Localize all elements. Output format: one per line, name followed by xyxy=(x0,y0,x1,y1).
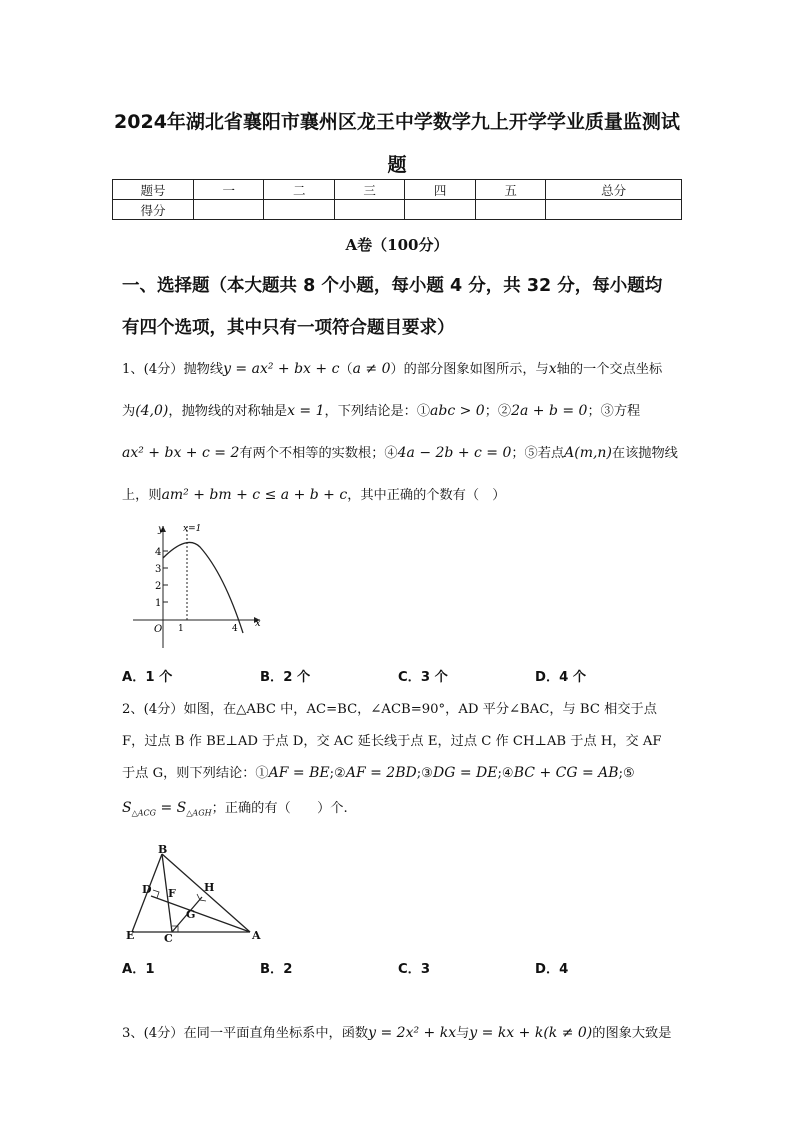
q1-math: a ≠ 0 xyxy=(352,361,391,377)
x-tick-label: 1 xyxy=(178,624,184,634)
y-tick-label: 4 xyxy=(155,547,162,558)
q2-subscript: △ACG xyxy=(131,808,157,818)
q1-math: x = 1 xyxy=(287,403,325,419)
q1-line3 xyxy=(122,442,678,461)
point-label-h: H xyxy=(204,881,215,894)
q2-math: BC + CG = AB xyxy=(513,765,619,781)
part-a-heading: A卷（100分） xyxy=(345,236,449,254)
q2-line1: 2、(4分）如图，在△ABC 中，AC=BC，∠ACB=90°，AD 平分∠BAC，与 BC 相交于点 xyxy=(122,702,657,717)
score-header-cell: 二 xyxy=(264,180,334,200)
point-label-g: G xyxy=(186,908,196,921)
q1-text: 为 xyxy=(122,404,136,419)
q1-text: 有两个不相等的实数根；④ xyxy=(239,446,398,461)
segment-ad xyxy=(151,896,250,932)
q1-text: ，其中正确的个数有（ ） xyxy=(347,488,506,503)
score-cell[interactable] xyxy=(475,200,545,220)
q2-math: AF = BE xyxy=(268,765,330,781)
q1-line2 xyxy=(122,400,640,419)
q1-text: ；⑤若点 xyxy=(511,446,565,461)
q2-subscript: △AGH xyxy=(186,808,212,818)
q1-math: 2a + b = 0 xyxy=(511,403,588,419)
point-label-e: E xyxy=(126,929,135,942)
q2-text: 于点 G，则下列结论：① xyxy=(122,766,269,781)
q1-line1 xyxy=(122,358,662,377)
point-label-a: A xyxy=(252,929,261,942)
q2-line4 xyxy=(122,797,348,818)
score-header-cell: 一 xyxy=(194,180,264,200)
score-row-label: 得分 xyxy=(113,200,194,220)
q2-text: ;④ xyxy=(497,766,514,781)
q1-math: am² + bm + c ≤ a + b + c xyxy=(161,487,348,503)
score-cell[interactable] xyxy=(264,200,334,220)
q1-option-b[interactable]: B．2 个 xyxy=(260,670,311,685)
score-header-cell: 总分 xyxy=(546,180,682,200)
q3-line1 xyxy=(122,1022,671,1041)
q2-option-a[interactable]: A．1 xyxy=(122,962,155,977)
q2-line3 xyxy=(122,762,635,781)
q1-text: （ xyxy=(339,362,353,377)
q1-text: ；② xyxy=(484,404,512,419)
parabola-curve xyxy=(163,542,243,633)
score-header-cell: 三 xyxy=(334,180,404,200)
y-tick-label: 2 xyxy=(155,581,162,592)
score-table-score-row xyxy=(113,200,682,220)
score-cell[interactable] xyxy=(405,200,475,220)
q2-text: ;② xyxy=(329,766,346,781)
q1-line4 xyxy=(122,484,505,503)
y-tick-label: 1 xyxy=(155,598,162,609)
q2-math: DG = DE xyxy=(432,765,498,781)
q3-math: y = 2x² + kx xyxy=(368,1025,457,1041)
q2-text: ；正确的有（ ）个. xyxy=(211,801,348,816)
q2-text: ;⑤ xyxy=(618,766,635,781)
q2-triangle-figure xyxy=(118,842,268,947)
q2-option-c[interactable]: C．3 xyxy=(398,962,431,977)
q2-text: ;③ xyxy=(416,766,433,781)
q1-math: abc > 0 xyxy=(430,403,485,419)
point-label-f: F xyxy=(168,887,176,900)
point-label-d: D xyxy=(142,883,152,896)
origin-label: O xyxy=(154,624,163,635)
point-label-b: B xyxy=(158,843,168,856)
score-header-cell: 四 xyxy=(405,180,475,200)
x-tick-label: 4 xyxy=(232,624,238,634)
q1-text: 在该抛物线 xyxy=(611,446,678,461)
q3-math: y = kx + k(k ≠ 0) xyxy=(469,1025,593,1041)
q3-text: 与 xyxy=(456,1026,470,1041)
document-title-line2: 题 xyxy=(387,154,407,176)
y-tick-label: 3 xyxy=(155,564,162,575)
score-cell[interactable] xyxy=(546,200,682,220)
score-cell[interactable] xyxy=(194,200,264,220)
q1-option-d[interactable]: D．4 个 xyxy=(535,670,587,685)
section1-heading-line2: 有四个选项，其中只有一项符合题目要求） xyxy=(122,318,455,338)
q1-text: ）的部分图象如图所示，与 xyxy=(390,362,549,377)
axis-label-x: x xyxy=(255,618,261,629)
q1-math: y = ax² + bx + c xyxy=(223,361,340,377)
q1-text: 轴的一个交点坐标 xyxy=(556,362,663,377)
q1-option-c[interactable]: C．3 个 xyxy=(398,670,448,685)
q1-math: A(m,n) xyxy=(564,445,612,461)
q1-math: (4,0) xyxy=(135,403,169,419)
q1-text: ，下列结论是：① xyxy=(324,404,431,419)
q1-math: ax² + bx + c = 2 xyxy=(122,445,240,461)
q1-parabola-graph xyxy=(128,518,268,653)
q1-text: 1、(4分）抛物线 xyxy=(122,362,224,377)
q1-text: ，抛物线的对称轴是 xyxy=(168,404,288,419)
q3-text: 3、(4分）在同一平面直角坐标系中，函数 xyxy=(122,1026,369,1041)
q1-math: 4a − 2b + c = 0 xyxy=(397,445,512,461)
q1-text: 上，则 xyxy=(122,488,162,503)
symmetry-label: x=1 xyxy=(183,524,202,534)
q3-text: 的图象大致是 xyxy=(592,1026,672,1041)
q2-option-d[interactable]: D．4 xyxy=(535,962,569,977)
q1-option-a[interactable]: A．1 个 xyxy=(122,670,173,685)
q1-math: x xyxy=(548,361,557,377)
score-cell[interactable] xyxy=(334,200,404,220)
score-header-cell: 题号 xyxy=(113,180,194,200)
score-table xyxy=(112,179,682,220)
q2-math: S xyxy=(122,800,132,816)
document-title-line1: 2024年湖北省襄阳市襄州区龙王中学数学九上开学学业质量监测试 xyxy=(114,111,680,133)
q2-option-b[interactable]: B．2 xyxy=(260,962,293,977)
q1-text: ；③方程 xyxy=(587,404,641,419)
score-table-header-row xyxy=(113,180,682,200)
score-header-cell: 五 xyxy=(475,180,545,200)
point-label-c: C xyxy=(164,932,173,945)
q2-math: = S xyxy=(156,800,187,816)
q2-math: AF = 2BD xyxy=(345,765,417,781)
q2-line2: F，过点 B 作 BE⊥AD 于点 D，交 AC 延长线于点 E，过点 C 作 CH⊥AB 于点 H，交 AF xyxy=(122,734,662,749)
section1-heading-line1: 一、选择题（本大题共 8 个小题，每小题 4 分，共 32 分，每小题均 xyxy=(122,276,663,296)
axis-label-y: y xyxy=(158,524,164,535)
